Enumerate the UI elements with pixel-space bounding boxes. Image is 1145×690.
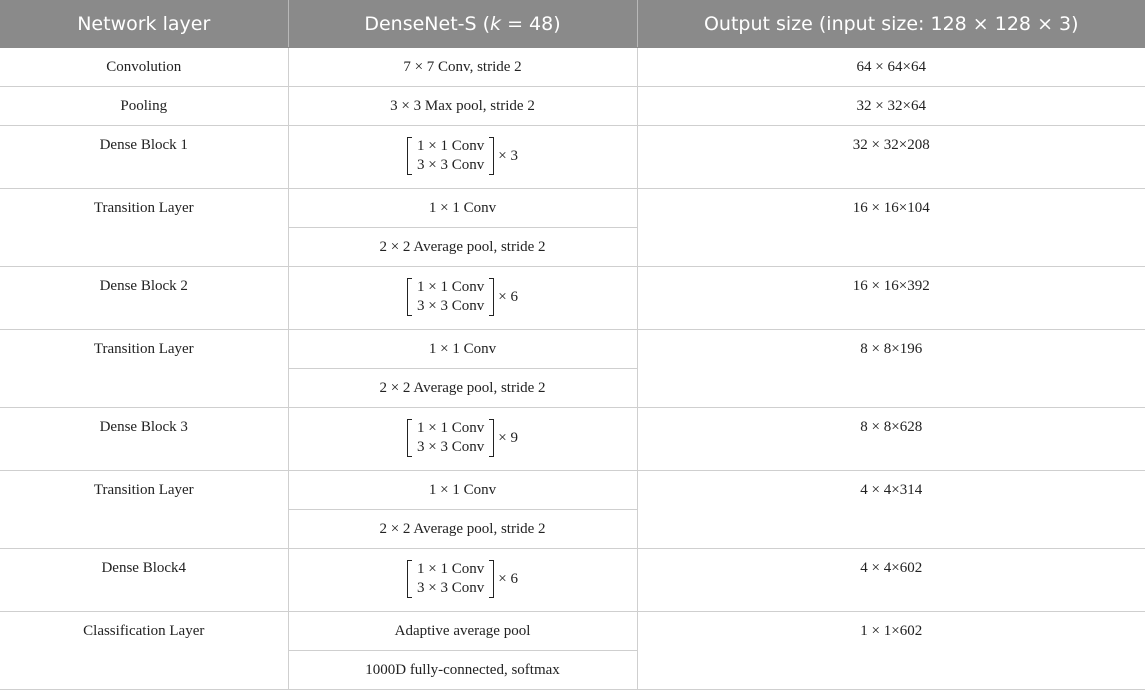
- layer-name: Dense Block4: [0, 549, 288, 578]
- matrix-line-2: 3 × 3 Conv: [417, 579, 484, 598]
- op-cell: [288, 369, 637, 408]
- layer-cell: [0, 48, 288, 87]
- layer-cell: [0, 126, 288, 189]
- op-text: 7 × 7 Conv, stride 2: [289, 48, 637, 77]
- output-cell: [637, 549, 1145, 612]
- right-bracket: [489, 137, 494, 175]
- output-text: 1 × 1×602: [638, 612, 1145, 641]
- op-cell: [288, 87, 637, 126]
- output-text: 32 × 32×64: [638, 87, 1145, 116]
- left-bracket: [407, 560, 412, 598]
- layer-name: Dense Block 3: [0, 408, 288, 437]
- left-bracket: [407, 278, 412, 316]
- output-cell: [637, 267, 1145, 330]
- right-bracket: [489, 278, 494, 316]
- right-bracket: [489, 419, 494, 457]
- layer-cell: [0, 267, 288, 330]
- matrix-line-2: 3 × 3 Conv: [417, 156, 484, 175]
- conv-matrix: [407, 278, 518, 316]
- table-row: [0, 471, 1145, 510]
- matrix-lines: [417, 137, 484, 175]
- left-bracket: [407, 419, 412, 457]
- matrix-line-1: 1 × 1 Conv: [417, 278, 484, 297]
- table-row: [0, 126, 1145, 189]
- output-text: 4 × 4×314: [638, 471, 1145, 500]
- header-output-size: Output size (input size: 128 × 128 × 3): [637, 0, 1145, 48]
- table-row: [0, 87, 1145, 126]
- left-bracket: [407, 137, 412, 175]
- layer-cell: [0, 471, 288, 549]
- op-cell: [288, 549, 637, 612]
- conv-matrix: [407, 137, 518, 175]
- matrix-line-1: 1 × 1 Conv: [417, 560, 484, 579]
- table-row: [0, 48, 1145, 87]
- layer-cell: [0, 612, 288, 690]
- op-text: 2 × 2 Average pool, stride 2: [289, 228, 637, 257]
- matrix-line-2: 3 × 3 Conv: [417, 297, 484, 316]
- op-cell: [288, 612, 637, 651]
- op-cell: [288, 330, 637, 369]
- op-cell: [288, 228, 637, 267]
- matrix-line-2: 3 × 3 Conv: [417, 438, 484, 457]
- op-cell: [288, 471, 637, 510]
- output-text: 32 × 32×208: [638, 126, 1145, 155]
- layer-cell: [0, 330, 288, 408]
- output-text: 64 × 64×64: [638, 48, 1145, 77]
- op-text: 2 × 2 Average pool, stride 2: [289, 369, 637, 398]
- op-cell: [288, 48, 637, 87]
- layer-name: Pooling: [0, 87, 288, 116]
- output-cell: [637, 87, 1145, 126]
- output-cell: [637, 612, 1145, 690]
- layer-name: Dense Block 1: [0, 126, 288, 155]
- layer-cell: [0, 408, 288, 471]
- op-text: 1 × 1 Conv: [289, 471, 637, 500]
- op-text: 1000D fully-connected, softmax: [289, 651, 637, 680]
- table-row: [0, 408, 1145, 471]
- layer-name: Convolution: [0, 48, 288, 77]
- output-cell: [637, 189, 1145, 267]
- layer-name: Dense Block 2: [0, 267, 288, 296]
- output-text: 16 × 16×392: [638, 267, 1145, 296]
- output-cell: [637, 330, 1145, 408]
- output-text: 8 × 8×628: [638, 408, 1145, 437]
- op-cell: [288, 126, 637, 189]
- output-cell: [637, 126, 1145, 189]
- repeat-count: × 6: [498, 569, 518, 589]
- repeat-count: × 6: [498, 287, 518, 307]
- matrix-lines: [417, 278, 484, 316]
- layer-name: Classification Layer: [0, 612, 288, 641]
- table-row: [0, 267, 1145, 330]
- header-densenet-suffix: = 48): [501, 13, 561, 35]
- header-k: k: [490, 13, 501, 35]
- op-text: Adaptive average pool: [289, 612, 637, 641]
- output-cell: [637, 408, 1145, 471]
- output-cell: [637, 471, 1145, 549]
- output-text: 8 × 8×196: [638, 330, 1145, 359]
- header-densenet-s: [288, 0, 637, 48]
- right-bracket: [489, 560, 494, 598]
- repeat-count: × 9: [498, 428, 518, 448]
- layer-cell: [0, 549, 288, 612]
- header-row: [0, 0, 1145, 48]
- layer-cell: [0, 189, 288, 267]
- layer-name: Transition Layer: [0, 189, 288, 218]
- op-text: 2 × 2 Average pool, stride 2: [289, 510, 637, 539]
- table-row: [0, 330, 1145, 369]
- header-densenet-prefix: DenseNet-S (: [364, 13, 490, 35]
- op-text: 1 × 1 Conv: [289, 189, 637, 218]
- layer-name: Transition Layer: [0, 471, 288, 500]
- matrix-lines: [417, 419, 484, 457]
- op-cell: [288, 189, 637, 228]
- repeat-count: × 3: [498, 146, 518, 166]
- table-row: [0, 612, 1145, 651]
- op-cell: [288, 510, 637, 549]
- op-text: 1 × 1 Conv: [289, 330, 637, 359]
- table-row: [0, 549, 1145, 612]
- header-network-layer: Network layer: [0, 0, 288, 48]
- matrix-lines: [417, 560, 484, 598]
- conv-matrix: [407, 560, 518, 598]
- matrix-line-1: 1 × 1 Conv: [417, 137, 484, 156]
- op-cell: [288, 408, 637, 471]
- op-cell: [288, 267, 637, 330]
- table-row: [0, 189, 1145, 228]
- layer-cell: [0, 87, 288, 126]
- output-cell: [637, 48, 1145, 87]
- op-text: 3 × 3 Max pool, stride 2: [289, 87, 637, 116]
- layer-name: Transition Layer: [0, 330, 288, 359]
- conv-matrix: [407, 419, 518, 457]
- output-text: 4 × 4×602: [638, 549, 1145, 578]
- op-cell: [288, 651, 637, 690]
- output-text: 16 × 16×104: [638, 189, 1145, 218]
- matrix-line-1: 1 × 1 Conv: [417, 419, 484, 438]
